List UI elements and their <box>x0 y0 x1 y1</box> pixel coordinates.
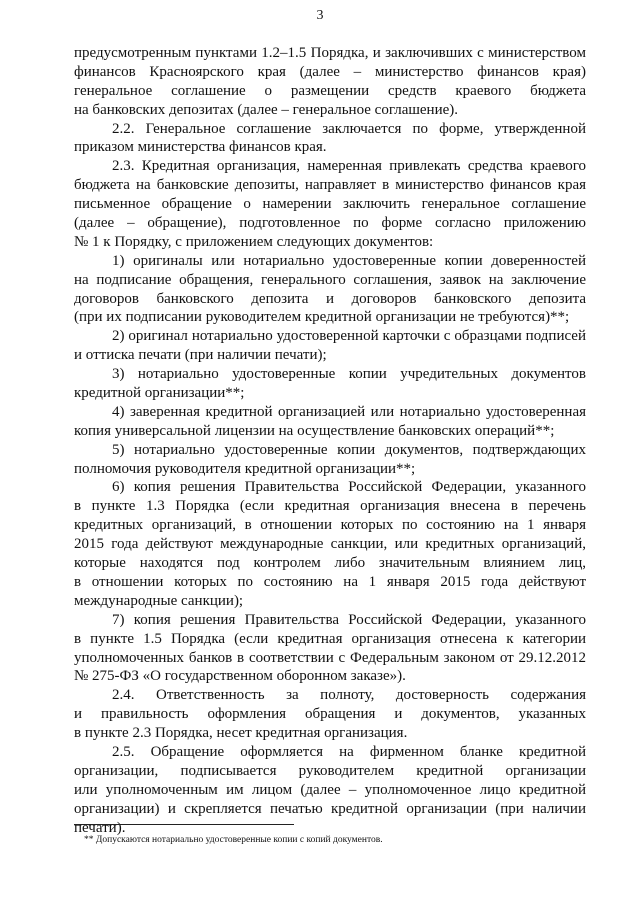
text-line: 1) оригиналы или нотариально удостоверенные копии доверенностей <box>112 252 586 269</box>
page-number: 3 <box>316 8 324 23</box>
text-line: международные санкции); <box>74 592 244 609</box>
text-line: организации, подписывается руководителем кредитной организации <box>74 762 586 779</box>
text-line: которые находятся под контролем либо значительным влиянием лиц, <box>74 555 586 572</box>
text-line: или уполномоченным им лицом (далее – уполномоченное лицо кредитной <box>74 781 586 798</box>
text-line: финансов Красноярского края (далее – министерство финансов края) <box>74 63 586 80</box>
paragraph <box>74 327 586 365</box>
text-line: 2.2. Генеральное соглашение заключается по форме, утвержденной <box>112 120 586 137</box>
text-line: кредитных организаций, в отношении которых по состоянию на 1 января <box>74 517 586 534</box>
text-line: полномочия руководителя кредитной организации**; <box>74 460 416 477</box>
text-line: предусмотренным пунктами 1.2–1.5 Порядка, и заключивших с министерством <box>74 45 586 61</box>
text-line: письменное обращение о намерении заключить генеральное соглашение <box>74 196 586 213</box>
text-line: 2.4. Ответственность за полноту, достоверность содержания <box>112 687 586 704</box>
paragraph <box>74 441 586 479</box>
text-line: 3) нотариально удостоверенные копии учредительных документов <box>112 366 586 383</box>
text-line: приказом министерства финансов края. <box>74 139 327 156</box>
text-line: № 1 к Порядку, с приложением следующих документов: <box>74 233 434 250</box>
text-line: в пункте 1.5 Порядка (если кредитная организация отнесена к категории <box>74 630 586 647</box>
text-line: 6) копия решения Правительства Российской Федерации, указанного <box>112 479 586 496</box>
text-line: 2) оригинал нотариально удостоверенной карточки с образцами подписей <box>112 328 586 345</box>
text-line: кредитной организации**; <box>74 385 245 402</box>
text-line: организации) и скрепляется печатью кредитной организации (при наличии <box>74 800 586 817</box>
paragraph <box>74 365 586 403</box>
text-line: 2015 года действуют международные санкции, или кредитных организаций, <box>74 536 586 553</box>
text-line: генеральное соглашение о размещении средств краевого бюджета <box>74 82 586 99</box>
text-line: (при их подписании руководителем кредитной организации не требуются)**; <box>74 309 570 326</box>
text-line: 4) заверенная кредитной организацией или нотариально удостоверенная <box>112 403 586 420</box>
text-line: 5) нотариально удостоверенные копии документов, подтверждающих <box>112 441 586 458</box>
paragraph <box>74 120 586 158</box>
paragraph <box>74 686 586 743</box>
text-line: и правильность оформления обращения и документов, указанных <box>74 706 586 723</box>
text-line: копия универсальной лицензии на осуществление банковских операций**; <box>74 422 555 439</box>
text-line: печати). <box>74 819 126 836</box>
paragraph <box>74 403 586 441</box>
text-line: 2.3. Кредитная организация, намеренная привлекать средства краевого <box>112 158 586 175</box>
text-line: уполномоченных банков в соответствии с Федеральным законом от 29.12.2012 <box>74 649 586 666</box>
text-line: в пункте 1.3 Порядка (если кредитная организация внесена в перечень <box>74 498 586 515</box>
text-line: и оттиска печати (при наличии печати); <box>74 347 327 364</box>
text-line: на банковских депозитах (далее – генеральное соглашение). <box>74 101 459 118</box>
paragraph <box>74 611 586 687</box>
text-line: на подписание обращения, генерального соглашения, заявок на заключение <box>74 271 586 288</box>
paragraph <box>74 252 586 328</box>
text-line: договоров банковского депозита и договоров банковского депозита <box>74 290 586 307</box>
footnote: ** Допускаются нотариально удостоверенные копии с копий документов. <box>84 835 383 845</box>
paragraph <box>74 44 586 120</box>
text-line: № 275-ФЗ «О государственном оборонном заказе»). <box>74 668 406 685</box>
footnote-rule <box>74 824 294 825</box>
text-line: (далее – обращение), подготовленное по форме согласно приложению <box>74 215 586 232</box>
text-line: бюджета на банковские депозиты, направляет в министерство финансов края <box>74 177 586 194</box>
text-line: в отношении которых по состоянию на 1 января 2015 года действуют <box>74 573 586 590</box>
paragraph <box>74 157 586 251</box>
text-line: 7) копия решения Правительства Российской Федерации, указанного <box>112 611 586 628</box>
text-line: 2.5. Обращение оформляется на фирменном бланке кредитной <box>112 743 586 760</box>
text-line: в пункте 2.3 Порядка, несет кредитная организация. <box>74 725 408 742</box>
body-text <box>74 44 586 837</box>
paragraph <box>74 478 586 610</box>
